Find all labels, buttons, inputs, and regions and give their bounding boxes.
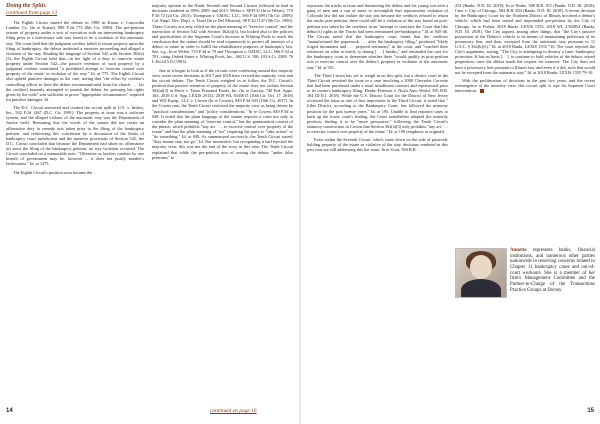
paragraph: repossess the trucks at issue and threatening the debtor and his young son with a gang of men and a can of mace to accomplish that repossession violation of Colorado law did not violate the stay just because the creditors refused to return the trucks post-petition, there could still be a violation of the stay based on post-petition acts taken by the creditors in an "attempt to convince the Court that [the debtor's] rights in the Trucks had been terminated pre-bankruptcy." Id. at 945-46. The Circuit noted that the bankruptcy court found that the creditors "manufactured the paperwork . . . after the bankruptcy filing," produced "likely forged documents and . . . perjured testimony" in the court, and "coached their witnesses on what to testify to during [. . .] breaks," and remanded the case for the bankruptcy court to determine whether there "would qualify as post-petition acts to exercise control over the debtor's property in violation of the automatic stay." Id. at 951.	[307, 3, 448, 70]
paragraph: The D.C. Circuit answered and created the circuit split in U.S. v. Inslaw, Inc., 932 F.2d 1467 (D.C. Cir. 1991). The property at issue was a software system, and the alleged violator of the automatic stay was the Department of Justice itself. Reasoning that the words of the statute did not create an affirmative duty to remedy acts taken prior to the filing of the bankruptcy petition, and reinforcing this conclusion by a discussion of the limits of bankruptcy court jurisdiction and the turnover provisions of Section 542, the D.C. Circuit concluded that because the Department had taken no affirmative act since the filing of the bankruptcy petition, no stay violation occurred. The Circuit concluded on a memorable note: "Offensive as lawless conduct by one branch of government may be, however ... it does not justify another's lawlessness." Id. at 1475.	[6, 105, 144, 167]
left-column-1	[6, 3, 144, 405]
author-bio-body: represents banks, financial institutions, and numerous other parties nationwide in resolving concerns related to Chapter 11 bankruptcy cases and out-of-court workouts. She is a member of her firm's Management Committee and the Partner-in-Charge of the Transactions Practice Groups at Dorsey.	[510, 248, 595, 293]
paragraph: The Eighth Circuit started the debate in 1989 in Knaus v. Concordia Lumber Co. (In re Knaus), 889 F.2d 773 (8th Cir. 1989). The pre-petition seizure of property under a writ of execution with an intervening bankruptcy filing prior to a foreclosure sale was found to be a violation of the automatic stay. The court held that the judgment creditor failed to return property upon the filing of bankruptcy, the debtor instituted a turnover proceeding and alleged a violation of the stay. Reading the language of Section 542 with Section 362(a)(3), the Eighth Circuit held that—in the light of a duty to turnover estate property under Section 542—the passive retention of such property by a judgment creditor constituted "a prohibited attempt to 'exercise control over property of the estate' in violation of the stay." Id. at 775. The Eighth Circuit also upheld punitive damages in the case, noting that "the effort by creditor's controlling officer to have the debtor excommunicated from his church . . . [as the creditor] brazenly attempted to punish the debtor for pursuing his rights given by the code" was sufficient to prove "appropriate circumstances" required for punitive damages. Id.	[6, 20, 144, 102]
end-of-article-mark	[480, 89, 484, 93]
paragraph: The Eighth Circuit's position soon became the	[13, 169, 93, 175]
right-column-2	[455, 3, 595, 243]
paragraph: 252 (Bankr. N.D. Ill. 2018); In re Peake, 588 B.R. 811 (Bankr. N.D. Ill. 2018); Cruz v. City of Chicago, 584 B.R. 833 (Bankr. N.D. Ill. 2018). A recent decision by the Bankruptcy Court for the Northern District of Illinois involved a debtor's vehicle, which had been seized and impounded pre-petition by the City of Chicago. In re Fulton, 2018 Bankr. LEXIS 1555, 2018 WL 2392854 (Bankr. N.D. Ill. 2018). The City argued, among other things, that "the City's passive possession of the Debtor's vehicle is its means of maintaining perfection of its possessory lien, and thus, excepted from the automatic stay pursuant to 11 U.S.C. § 362(b)(3)." Id. at 2018 Bankr. LEXIS 1555 *10. The court rejected the City's arguments, stating, "The City is attempting to destroy a basic bankruptcy protection. It has no basis [. . .] to continue to hold vehicles of the debtor, seized prepetition, once the debtor made the request for turnover. The City does not have a possessory lien pursuant to Illinois law, and even if it did, such lien would not be excepted from the automatic stay." Id. at 2018 Bankr. LEXIS 1555 *9-10.	[455, 3, 595, 75]
photo-face	[470, 255, 492, 279]
page-number-left: 14	[6, 408, 13, 414]
article-title: Doing the Splits	[6, 3, 46, 9]
paragraph: Just as it began to look as if the circuits were coalescing around this majority view, more recent decisions in 2017 and 2018 have revived the minority view and the circuit debate. The Tenth Circuit weighed in to follow the D.C. Circuit's position that passive retention of property of the estate does not violate Section 362(a)(3) in Davis v. Tyson Prepared Foods, Inc. (In re Garcia), 740 Fed. Appx. 163, 2018 U.S. App. LEXIS 29152, 2018 WL 5045615 (10th Cir. Oct. 17, 2018) and WD Equip., LLC v. Cowen (In re Cowen), 849 F.3d 943 (10th Cir. 2017). In the Cowen case, the Tenth Circuit criticized the majority view as being driven by "practical considerations" and "policy considerations." In re Cowen, 849 F.3d at 948. It noted that the plain language of the statute requires a court not only to consider the plain meaning of "exercise control," but the grammatical context of the phrase, which prohibits "any act . . . to exercise control over property of the estate" and that the plain meaning of "act" requiring the party to "take action" or "do something." Id. at 949. As summarized succinctly, the Tenth Circuit stated: "Stay means stay, not go." Id. Not insensitive, but recognizing it had rejected the majority view, this was not the end of the story in this case. The Tenth Circuit explained that while the pre-petition acts of seizing the debtor "under false pretenses" to	[152, 67, 293, 160]
closing-sentence: With the proliferation of decisions in the past two years, and the recent reemergence of the minority view, this circuit split is ripe for Supreme Court intervention.	[455, 77, 595, 93]
photo-shoulders	[461, 279, 501, 298]
left-column-2	[152, 3, 293, 405]
article-header	[6, 3, 144, 16]
paragraph: Even within the Seventh Circuit, which came down on the side of passively holding property of the estate as violative of the stay, decisions rendered in this past year are still addressing this hot issue. In re Scott, 584 B.R.	[307, 137, 448, 153]
left-page	[0, 0, 299, 424]
author-name: Annette	[510, 248, 527, 253]
continued-from-link[interactable]: continued from page 13	[6, 10, 58, 16]
paragraph: majority opinion as the Ninth, Seventh and Second Circuits followed its lead in decisions rendered in 1996, 2009, and 2013. Weber v. SEFCU (In re Weber), 719 F.3d 72 (2d Cir. 2013); Thompson v. GMAC, LLC, 566 F.3d 699 (7th Cir. 2009); Cal. Empl. Dev. Dep't. v. Taxel (In re Del Mission), 98 F.3d 1147 (9th Cir. 1996). These Circuits not only relied on the plain meaning of "exercise control" and the interaction of Section 542 with Section 362(a)(3), but looked also to the policies and practicalities of the Supreme Court's decision in Whiting Pools to reach the conclusion that the statute should be read expansively to protect all interests of a debtor or estate in order to fulfill the rehabilitative purposes of bankruptcy law. See, e.g., In re Weber, 719 F.3d at 79 and Thompson v. GMAC, LLC, 566 F.3d at 701, citing United States v. Whiting Pools, Inc., 462 U.S. 198, 103 S.Ct. 2309, 76 L.Ed.2d 515 (1983).	[152, 3, 293, 65]
right-page	[301, 0, 600, 424]
author-photo	[455, 248, 507, 298]
right-column-1	[307, 3, 448, 405]
paragraph: The Third Circuit has yet to weigh in on this split, but a district court in the Third Circuit revisited the issue in a case involving a 2008 Chevrolet Corvette that had been purchased under a retail installment contract and repossessed prior to its owner's bankruptcy filing. Denby-Peterson v. Nu2u Auto World, 595 B.R. 184 (D.N.J. 2018). While the U.S. District Court for the District of New Jersey reviewed the issue as one of first impression in the Third Circuit, it noted that "[t]his District, according to the Bankruptcy Court, has followed the minority position for the past twenty years." Id. at 190. Unable to find reported cases to back up the lower court's finding, the Court nonetheless adopted the minority position, finding it to be "more persuasive," following the Tenth Circuit's statutory construction in Cowen that Section 362(a)(3) only prohibits "any act . . . to exercise control over property of the estate." Id. at 190 (emphasis in original).	[307, 72, 448, 134]
paragraph	[455, 78, 595, 93]
continued-on-link[interactable]: continued on page 16	[210, 408, 257, 414]
author-bio	[455, 248, 595, 398]
page-number-right: 15	[587, 408, 594, 414]
